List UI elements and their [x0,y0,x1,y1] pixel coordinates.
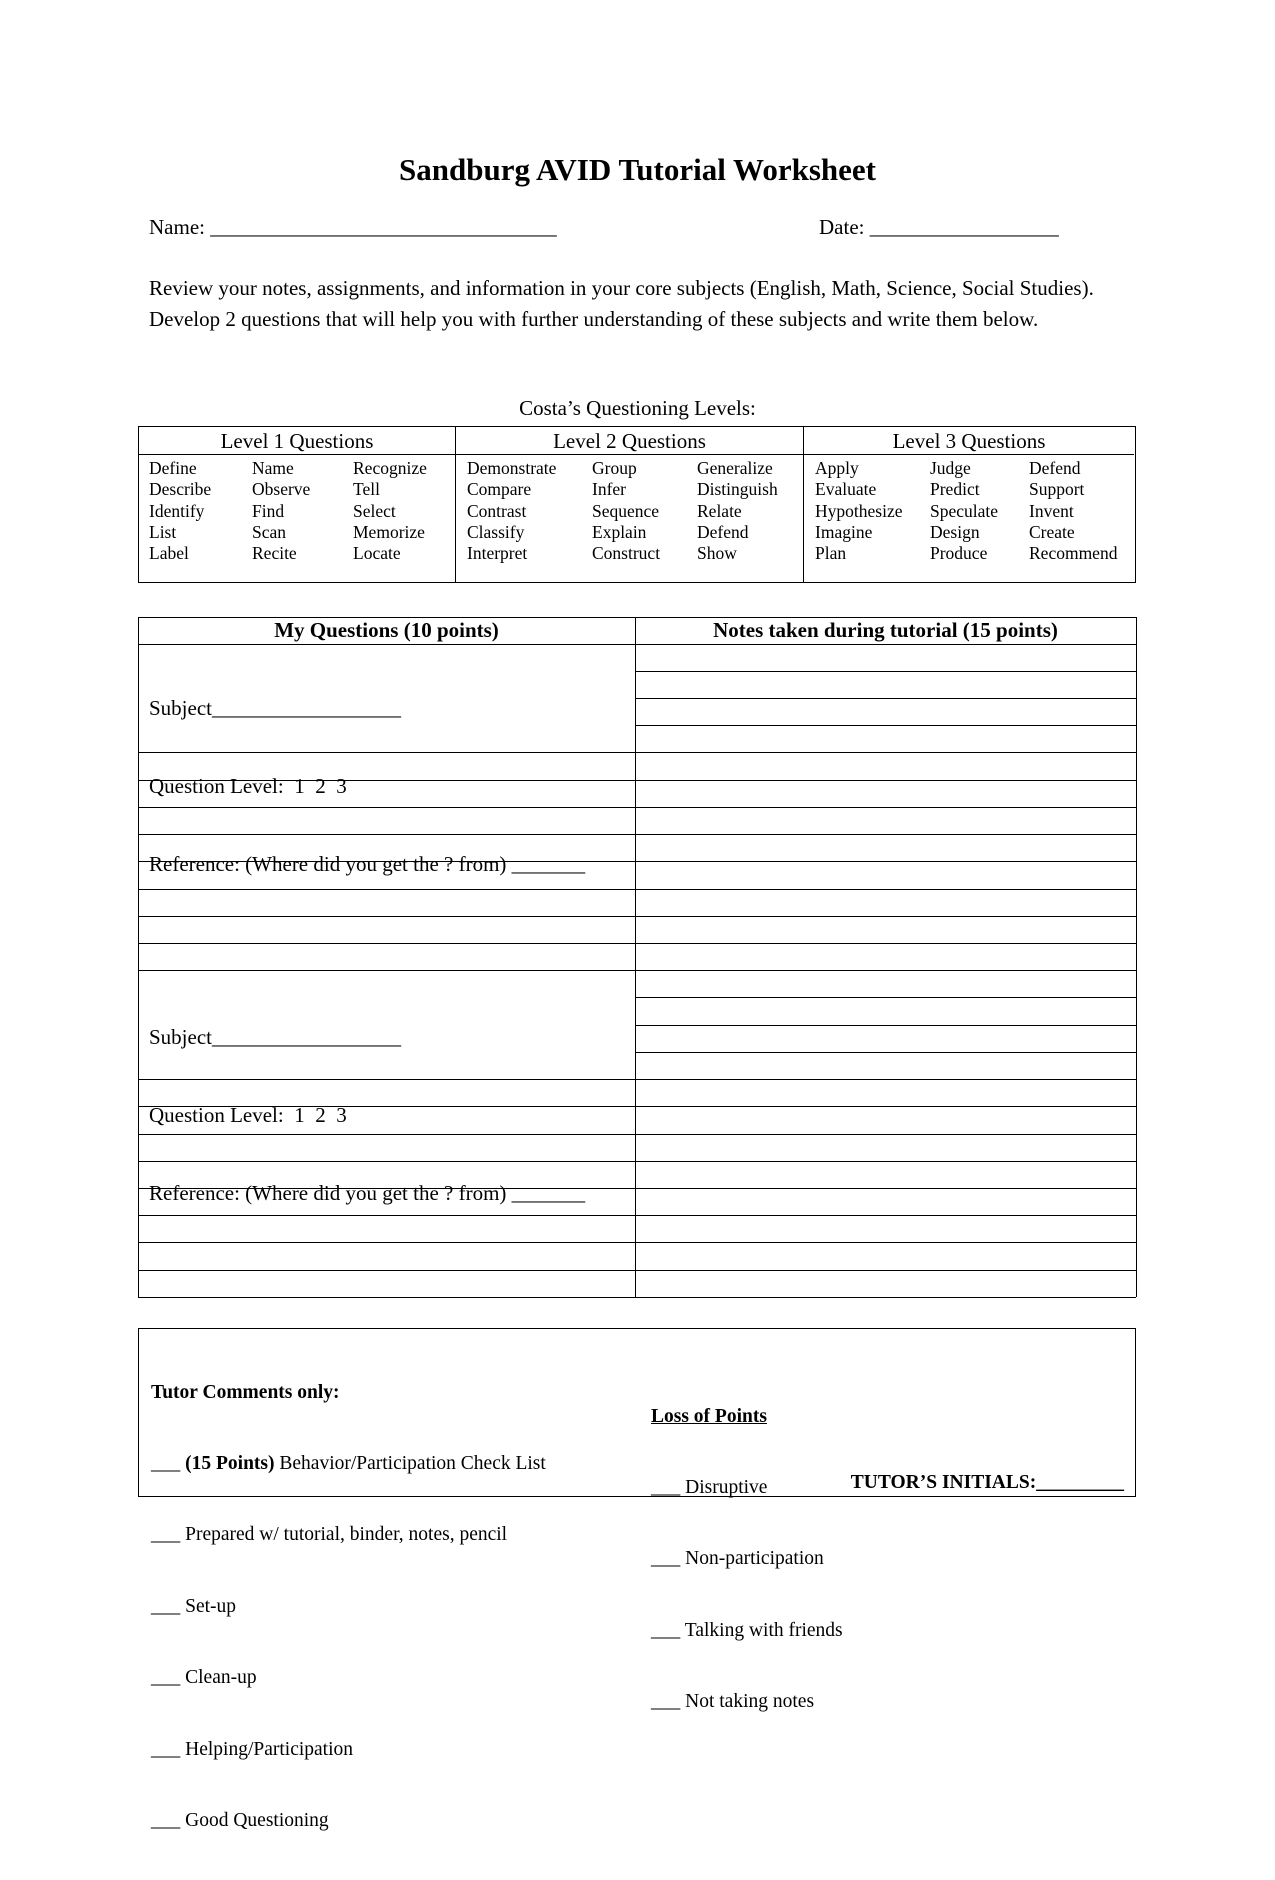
notes-line [635,807,1136,808]
verb: Recommend [1029,543,1118,564]
question-line [138,1161,635,1162]
reference-field[interactable]: Reference: (Where did you get the ? from) _______ [149,852,586,876]
verb: Locate [353,543,401,564]
verb: Invent [1029,500,1074,521]
notes-line [635,1079,1136,1080]
tutor-comments-heading: Tutor Comments only: [151,1381,340,1403]
verb: Create [1029,521,1075,542]
date-field[interactable]: Date: __________________ [819,215,1059,239]
grid-border-right [1136,617,1137,1297]
verb: Memorize [353,521,425,542]
verb: Distinguish [697,479,778,500]
notes-line [635,780,1136,781]
notes-line [635,889,1136,890]
question-line [138,1188,635,1189]
checklist-item[interactable]: ___ Prepared w/ tutorial, binder, notes, pencil [151,1524,508,1546]
verb: Identify [149,500,205,521]
worksheet-title: Sandburg AVID Tutorial Worksheet [399,152,876,187]
question-line [138,1242,635,1243]
notes-line [635,1106,1136,1107]
notes-heading: Notes taken during tutorial (15 points) [713,618,1058,642]
notes-line [635,1188,1136,1189]
notes-line [635,671,1136,672]
verb: Describe [149,479,212,500]
verb: Apply [815,458,859,478]
notes-line [635,997,1136,998]
tutor-initials-field[interactable]: TUTOR’S INITIALS:_________ [850,1472,1124,1493]
name-field[interactable]: Name: _________________________________ [149,215,557,239]
question-line [138,1134,635,1135]
notes-line [635,1025,1136,1026]
loss-item[interactable]: ___ Disruptive [651,1476,768,1498]
verb: Name [252,458,294,478]
notes-line [635,1270,1136,1271]
verb: Generalize [697,458,773,478]
verb: Scan [252,521,287,542]
verb: Explain [592,521,647,542]
verb: Relate [697,500,742,521]
question-line [138,1079,635,1080]
verb: Speculate [930,500,999,521]
reference-field[interactable]: Reference: (Where did you get the ? from) _______ [149,1181,586,1205]
notes-line [635,1161,1136,1162]
verb: Defend [1029,458,1081,478]
grid-border-bottom [138,1297,1136,1298]
verb: Compare [467,479,532,500]
notes-line [635,1134,1136,1135]
notes-line [635,698,1136,699]
question-line [138,752,635,753]
notes-line [635,1052,1136,1053]
verb: Evaluate [815,479,877,500]
verb: Produce [930,543,988,564]
question-level-field[interactable]: Question Level: 1 2 3 [149,1103,347,1127]
grid-border-top [138,617,1136,618]
level-1-heading: Level 1 Questions [139,427,455,455]
question-line [138,889,635,890]
verb: Recognize [353,458,427,478]
tutor-checklist [151,1333,546,1880]
question-line [138,943,635,944]
subject-field[interactable]: Subject__________________ [149,1025,401,1049]
verb: List [149,521,177,542]
checklist-item[interactable]: ___ Set-up [151,1595,237,1617]
verb: Predict [930,479,980,500]
notes-line [635,834,1136,835]
verb: Recite [252,543,297,564]
notes-line [635,943,1136,944]
notes-line [635,1215,1136,1216]
checklist-item[interactable]: ___ Good Questioning [151,1809,329,1831]
verb: Tell [353,479,380,500]
verb: Imagine [815,521,873,542]
points-blank: ___ [151,1452,186,1474]
question-line [138,1106,635,1107]
notes-line [635,725,1136,726]
loss-of-points [651,1357,843,1762]
question-line [138,970,635,971]
my-questions-heading: My Questions (10 points) [274,618,499,642]
loss-item[interactable]: ___ Talking with friends [651,1619,843,1641]
verb: Defend [697,521,749,542]
verb: Find [252,500,285,521]
verb: Observe [252,479,311,500]
loss-of-points-heading: Loss of Points [651,1405,767,1427]
question-block-1[interactable] [149,643,585,929]
costa-levels-caption: Costa’s Questioning Levels: [519,396,756,420]
points-line[interactable] [151,1452,546,1476]
question-level-field[interactable]: Question Level: 1 2 3 [149,774,347,798]
loss-item[interactable]: ___ Non-participation [651,1548,824,1570]
tutor-comments-box [138,1328,1136,1831]
verb: Infer [592,479,627,500]
question-line [138,861,635,862]
grid-divider [635,617,636,1297]
verb: Classify [467,521,525,542]
instructions-paragraph: Review your notes, assignments, and information in your core subjects (English, Math, Science, Social Studies). Develop 2 questions that will help you with further understanding of these subjects and write them below. [149,276,1094,331]
verb: Design [930,521,980,542]
notes-line [635,861,1136,862]
notes-line [635,1242,1136,1243]
question-line [138,780,635,781]
question-line [138,807,635,808]
checklist-item[interactable]: ___ Helping/Participation [151,1738,354,1760]
verb: Sequence [592,500,660,521]
verb: Support [1029,479,1085,500]
verb: Plan [815,543,847,564]
verb: Demonstrate [467,458,557,478]
verb: Group [592,458,637,478]
subject-field[interactable]: Subject__________________ [149,696,401,720]
verb: Construct [592,543,661,564]
loss-item[interactable]: ___ Not taking notes [651,1691,815,1713]
heading-rule [138,644,1136,645]
notes-line [635,916,1136,917]
checklist-item[interactable]: ___ Clean-up [151,1667,257,1689]
verb: Define [149,458,197,478]
question-line [138,834,635,835]
verb: Hypothesize [815,500,903,521]
question-line [138,1270,635,1271]
notes-line [635,752,1136,753]
verb: Select [353,500,396,521]
question-line [138,916,635,917]
points-label: (15 Points) [185,1452,275,1474]
verb: Contrast [467,500,527,521]
level-3-heading: Level 3 Questions [804,427,1134,455]
points-description: Behavior/Participation Check List [274,1452,546,1474]
question-line [138,1215,635,1216]
verb: Label [149,543,189,564]
grid-border-left [138,617,139,1297]
verb: Judge [930,458,971,478]
verb: Show [697,543,737,564]
level-2-heading: Level 2 Questions [456,427,803,455]
notes-line [635,970,1136,971]
verb: Interpret [467,543,528,564]
